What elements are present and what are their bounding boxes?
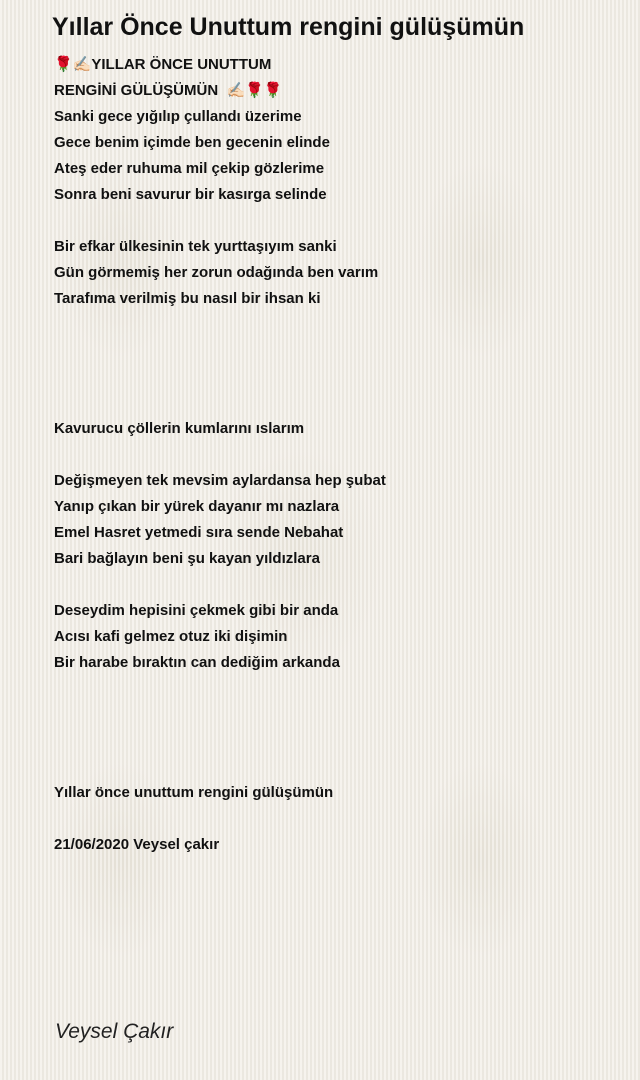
poem-blank-line xyxy=(54,338,614,364)
poem-line: Sanki gece yığılıp çullandı üzerime xyxy=(54,108,302,125)
poem-blank-line xyxy=(54,676,614,702)
poem-line: Kavurucu çöllerin kumlarını ıslarım xyxy=(54,420,305,437)
poem-blank-line xyxy=(54,572,614,598)
poem-blank-line xyxy=(54,806,614,832)
poem-line: 🌹✍🏻YILLAR ÖNCE UNUTTUM xyxy=(54,56,272,73)
poem-line: Bari bağlayın beni şu kayan yıldızlara xyxy=(54,550,320,567)
poem-date-author: 21/06/2020 Veysel çakır xyxy=(54,836,220,853)
poem-line: Ateş eder ruhuma mil çekip gözlerime xyxy=(54,160,325,177)
poem-line: Yanıp çıkan bir yürek dayanır mı nazlara xyxy=(54,498,340,515)
poem-line: Gece benim içimde ben gecenin elinde xyxy=(54,134,330,151)
poem-line: Yıllar önce unuttum rengini gülüşümün xyxy=(54,784,334,801)
poem-blank-line xyxy=(54,442,614,468)
poem-blank-line xyxy=(54,728,614,754)
poem-line: Bir efkar ülkesinin tek yurttaşıyım sanki xyxy=(54,238,337,255)
poem-line: RENGİNİ GÜLÜŞÜMÜN ✍🏻🌹🌹 xyxy=(54,82,283,99)
poem-line: Gün görmemiş her zorun odağında ben varım xyxy=(54,264,379,281)
poem-line: Değişmeyen tek mevsim aylardansa hep şubat xyxy=(54,472,386,489)
poem-line: Emel Hasret yetmedi sıra sende Nebahat xyxy=(54,524,344,541)
poem-line: Tarafıma verilmiş bu nasıl bir ihsan ki xyxy=(54,290,321,307)
poem-blank-line xyxy=(54,702,614,728)
poem-line: Bir harabe bıraktın can dediğim arkanda xyxy=(54,654,340,671)
poem-body xyxy=(54,52,614,858)
poem-line: Sonra beni savurur bir kasırga selinde xyxy=(54,186,327,203)
poem-line: Acısı kafi gelmez otuz iki dişimin xyxy=(54,628,288,645)
poem-blank-line xyxy=(54,364,614,390)
author-signature: Veysel Çakır xyxy=(55,1020,174,1043)
poem-line: Deseydim hepisini çekmek gibi bir anda xyxy=(54,602,339,619)
poem-title: Yıllar Önce Unuttum rengini gülüşümün xyxy=(52,13,525,41)
poem-blank-line xyxy=(54,312,614,338)
poem-blank-line xyxy=(54,390,614,416)
poem-blank-line xyxy=(54,208,614,234)
poem-blank-line xyxy=(54,754,614,780)
